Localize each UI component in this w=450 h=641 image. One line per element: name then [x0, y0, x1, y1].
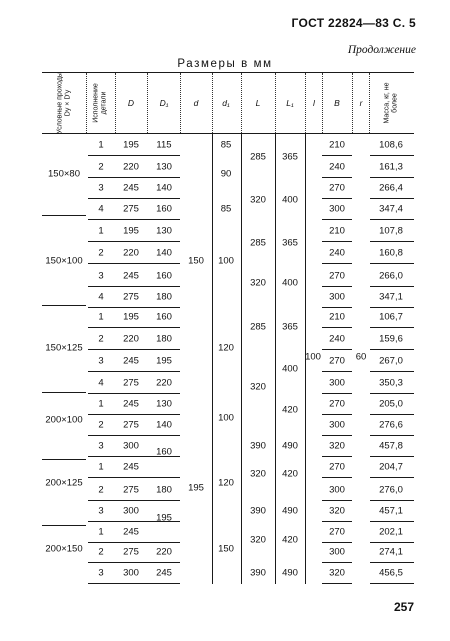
- cell-L: 390: [250, 505, 266, 517]
- row-rule: [370, 393, 414, 394]
- row-rule: [322, 198, 352, 199]
- cell-mass: 457,1: [379, 505, 403, 517]
- cell-D: 275: [123, 203, 139, 215]
- header-B: B: [334, 97, 340, 108]
- row-rule: [322, 177, 352, 178]
- cell-L1: 420: [282, 534, 298, 546]
- cell-B: 300: [329, 203, 345, 215]
- cell-execution: 4: [98, 377, 104, 389]
- cell-mass: 276,6: [379, 419, 403, 431]
- cell-D1: 180: [156, 484, 172, 496]
- cell-D1: 140: [156, 247, 172, 259]
- cell-B: 300: [329, 484, 345, 496]
- row-rule: [322, 477, 352, 478]
- cell-B: 270: [329, 461, 345, 473]
- cell-execution: 3: [98, 355, 104, 367]
- group-label: 200×150: [45, 543, 83, 555]
- cell-B: 270: [329, 182, 345, 194]
- cell-D: 300: [123, 567, 139, 579]
- cell-D: 195: [123, 311, 139, 323]
- cell-B: 210: [329, 225, 345, 237]
- row-rule: [370, 477, 414, 478]
- cell-B: 240: [329, 333, 345, 345]
- header-D: D: [127, 97, 135, 108]
- row-rule: [88, 263, 180, 264]
- cell-B: 300: [329, 546, 345, 558]
- cell-B: 300: [329, 291, 345, 303]
- header-divider: [322, 73, 323, 133]
- row-rule: [370, 521, 414, 522]
- cell-L: 320: [250, 381, 266, 393]
- row-rule: [88, 155, 180, 156]
- row-rule: [370, 263, 414, 264]
- cell-B: 270: [329, 270, 345, 282]
- cell-D1: 160: [156, 446, 172, 458]
- row-rule: [88, 562, 180, 563]
- cell-l: 100: [305, 351, 321, 363]
- cell-D: 245: [123, 355, 139, 367]
- row-rule: [322, 500, 352, 501]
- cell-mass: 274,1: [379, 546, 403, 558]
- continuation-label: Продолжение: [347, 44, 416, 56]
- cell-execution: 2: [98, 161, 104, 173]
- cell-d: 195: [188, 482, 204, 494]
- header-L1: L₁: [286, 97, 294, 108]
- row-rule: [322, 327, 352, 328]
- header-r: r: [359, 97, 363, 108]
- cell-execution: 2: [98, 247, 104, 259]
- table-top-rule: [42, 72, 414, 73]
- cell-d: 150: [188, 255, 204, 267]
- header-divider: [115, 73, 116, 133]
- col-divider: [241, 134, 242, 584]
- row-rule: [322, 307, 352, 308]
- cell-D1: 195: [156, 355, 172, 367]
- group-separator: [42, 459, 86, 460]
- row-rule: [322, 562, 352, 563]
- cell-mass: 205,0: [379, 398, 403, 410]
- row-rule: [322, 435, 352, 436]
- cell-execution: 3: [98, 567, 104, 579]
- cell-B: 320: [329, 505, 345, 517]
- cell-D1: 140: [156, 419, 172, 431]
- row-rule: [370, 562, 414, 563]
- row-rule: [322, 521, 352, 522]
- cell-execution: 2: [98, 333, 104, 345]
- cell-mass: 350,3: [379, 377, 403, 389]
- cell-L: 390: [250, 440, 266, 452]
- row-rule: [370, 456, 414, 457]
- row-rule: [322, 349, 352, 350]
- row-rule: [88, 177, 180, 178]
- row-rule: [370, 349, 414, 350]
- row-rule: [322, 155, 352, 156]
- header-passage: Условные проходы Dу × D'у: [56, 72, 71, 134]
- row-rule: [322, 414, 352, 415]
- cell-d1: 120: [218, 342, 234, 354]
- row-rule: [88, 219, 180, 220]
- cell-mass: 266,4: [379, 182, 403, 194]
- cell-execution: 3: [98, 505, 104, 517]
- cell-d1: 100: [218, 412, 234, 424]
- cell-D1: 180: [156, 333, 172, 345]
- cell-execution: 1: [98, 461, 104, 473]
- row-rule: [370, 435, 414, 436]
- cell-D1: 115: [156, 139, 172, 151]
- cell-d1: 120: [218, 477, 234, 489]
- cell-L: 320: [250, 534, 266, 546]
- row-rule: [88, 241, 180, 242]
- row-rule: [370, 286, 414, 287]
- group-separator: [42, 305, 86, 306]
- cell-B: 210: [329, 311, 345, 323]
- cell-L1: 400: [282, 194, 298, 206]
- header-divider: [305, 73, 306, 133]
- cell-L1: 365: [282, 237, 298, 249]
- cell-D: 275: [123, 291, 139, 303]
- cell-D1: 130: [156, 398, 172, 410]
- cell-D: 275: [123, 484, 139, 496]
- header-d1: d₁: [222, 97, 230, 108]
- cell-execution: 1: [98, 398, 104, 410]
- cell-execution: 3: [98, 270, 104, 282]
- group-label: 200×125: [45, 477, 83, 489]
- cell-mass: 108,6: [379, 139, 403, 151]
- row-rule: [370, 155, 414, 156]
- cell-mass: 276,0: [379, 484, 403, 496]
- group-label: 150×80: [48, 168, 80, 180]
- cell-mass: 204,7: [379, 461, 403, 473]
- cell-execution: 3: [98, 182, 104, 194]
- row-rule: [370, 542, 414, 543]
- cell-D1: 195: [156, 512, 172, 524]
- row-rule: [322, 371, 352, 372]
- row-rule: [370, 500, 414, 501]
- group-label: 150×125: [45, 342, 83, 354]
- cell-B: 300: [329, 377, 345, 389]
- cell-D: 220: [123, 161, 139, 173]
- cell-D1: 130: [156, 225, 172, 237]
- header-d: d: [193, 97, 199, 108]
- row-rule: [322, 286, 352, 287]
- row-rule: [88, 327, 180, 328]
- row-rule: [370, 177, 414, 178]
- cell-execution: 2: [98, 484, 104, 496]
- cell-D: 275: [123, 419, 139, 431]
- cell-execution: 1: [98, 311, 104, 323]
- cell-D1: 180: [156, 291, 172, 303]
- cell-D1: 245: [156, 567, 172, 579]
- cell-L: 390: [250, 567, 266, 579]
- cell-execution: 4: [98, 291, 104, 303]
- header-D1: D₁: [159, 97, 169, 108]
- row-rule: [322, 241, 352, 242]
- cell-B: 240: [329, 247, 345, 259]
- cell-D: 275: [123, 377, 139, 389]
- header-divider: [241, 73, 242, 133]
- row-rule: [322, 583, 352, 584]
- cell-execution: 1: [98, 139, 104, 151]
- cell-L1: 490: [282, 567, 298, 579]
- group-label: 150×100: [45, 255, 83, 267]
- cell-mass: 202,1: [379, 526, 403, 538]
- cell-D1: 160: [156, 270, 172, 282]
- cell-mass: 457,8: [379, 440, 403, 452]
- cell-D: 245: [123, 398, 139, 410]
- cell-L1: 420: [282, 468, 298, 480]
- row-rule: [322, 393, 352, 394]
- cell-D1: 220: [156, 377, 172, 389]
- cell-L: 320: [250, 194, 266, 206]
- cell-D: 245: [123, 270, 139, 282]
- cell-execution: 4: [98, 203, 104, 215]
- header-divider: [352, 73, 353, 133]
- cell-execution: 1: [98, 225, 104, 237]
- cell-D: 245: [123, 526, 139, 538]
- row-rule: [322, 219, 352, 220]
- cell-mass: 266,0: [379, 270, 403, 282]
- row-rule: [88, 393, 180, 394]
- header-divider: [212, 73, 213, 133]
- row-rule: [370, 198, 414, 199]
- cell-D: 300: [123, 440, 139, 452]
- col-divider: [212, 134, 213, 584]
- cell-d1: 90: [220, 168, 232, 180]
- cell-mass: 347,4: [379, 203, 403, 215]
- header-divider: [86, 73, 87, 133]
- cell-execution: 2: [98, 419, 104, 431]
- row-rule: [370, 241, 414, 242]
- cell-D: 245: [123, 182, 139, 194]
- table-caption: Размеры в мм: [177, 58, 273, 70]
- cell-mass: 107,8: [379, 225, 403, 237]
- row-rule: [88, 198, 180, 199]
- cell-B: 270: [329, 355, 345, 367]
- cell-B: 210: [329, 139, 345, 151]
- cell-B: 270: [329, 398, 345, 410]
- cell-execution: 1: [98, 526, 104, 538]
- row-rule: [88, 349, 180, 350]
- row-rule: [88, 414, 180, 415]
- header-L: L: [255, 97, 261, 108]
- header-divider: [180, 73, 181, 133]
- cell-L: 285: [250, 237, 266, 249]
- row-rule: [370, 583, 414, 584]
- cell-B: 240: [329, 161, 345, 173]
- cell-d1: 85: [220, 203, 232, 215]
- header-divider: [275, 73, 276, 133]
- group-label: 200×100: [45, 414, 83, 426]
- cell-mass: 347,1: [379, 291, 403, 303]
- cell-mass: 106,7: [379, 311, 403, 323]
- cell-d1: 150: [218, 543, 234, 555]
- cell-L: 285: [250, 321, 266, 333]
- row-rule: [370, 414, 414, 415]
- row-rule: [370, 371, 414, 372]
- header-l: l: [313, 97, 315, 108]
- col-divider: [275, 134, 276, 584]
- cell-r: 60: [355, 351, 367, 363]
- group-separator: [42, 215, 86, 216]
- document-header: ГОСТ 22824—83 С. 5: [291, 16, 416, 30]
- row-rule: [322, 263, 352, 264]
- header-divider: [147, 73, 148, 133]
- group-separator: [42, 525, 86, 526]
- cell-mass: 456,5: [379, 567, 403, 579]
- page-number: 257: [393, 600, 414, 614]
- cell-L1: 400: [282, 277, 298, 289]
- cell-D: 300: [123, 505, 139, 517]
- row-rule: [88, 542, 180, 543]
- cell-D: 245: [123, 461, 139, 473]
- cell-L1: 420: [282, 404, 298, 416]
- cell-D1: 160: [156, 203, 172, 215]
- cell-D: 275: [123, 546, 139, 558]
- row-rule: [322, 542, 352, 543]
- cell-B: 300: [329, 419, 345, 431]
- row-rule: [88, 477, 180, 478]
- cell-mass: 161,3: [379, 161, 403, 173]
- header-divider: [369, 73, 370, 133]
- row-rule: [322, 456, 352, 457]
- cell-D: 220: [123, 247, 139, 259]
- row-rule: [88, 500, 180, 501]
- cell-execution: 3: [98, 440, 104, 452]
- group-separator: [42, 392, 86, 393]
- cell-L: 320: [250, 468, 266, 480]
- cell-B: 320: [329, 440, 345, 452]
- cell-D1: 160: [156, 311, 172, 323]
- header-bottom-rule: [42, 133, 414, 134]
- cell-mass: 159,6: [379, 333, 403, 345]
- cell-D1: 130: [156, 161, 172, 173]
- cell-L1: 400: [282, 363, 298, 375]
- cell-D: 195: [123, 139, 139, 151]
- row-rule: [370, 327, 414, 328]
- header-execution: Исполнение детали: [92, 83, 107, 123]
- cell-B: 320: [329, 567, 345, 579]
- cell-L1: 365: [282, 321, 298, 333]
- cell-d1: 85: [220, 139, 232, 151]
- cell-mass: 267,0: [379, 355, 403, 367]
- row-rule: [88, 307, 180, 308]
- cell-d1: 100: [218, 255, 234, 267]
- row-rule: [88, 371, 180, 372]
- row-rule: [88, 583, 180, 584]
- cell-L1: 490: [282, 440, 298, 452]
- row-rule: [370, 307, 414, 308]
- cell-D1: 220: [156, 546, 172, 558]
- row-rule: [88, 435, 180, 436]
- cell-L1: 365: [282, 151, 298, 163]
- cell-D1: 140: [156, 182, 172, 194]
- cell-L1: 490: [282, 505, 298, 517]
- cell-execution: 2: [98, 546, 104, 558]
- header-mass: Масса, кг, не более: [383, 82, 398, 124]
- row-rule: [88, 286, 180, 287]
- cell-mass: 160,8: [379, 247, 403, 259]
- cell-L: 285: [250, 151, 266, 163]
- cell-D: 195: [123, 225, 139, 237]
- row-rule: [370, 219, 414, 220]
- cell-D: 220: [123, 333, 139, 345]
- cell-L: 320: [250, 277, 266, 289]
- cell-B: 270: [329, 526, 345, 538]
